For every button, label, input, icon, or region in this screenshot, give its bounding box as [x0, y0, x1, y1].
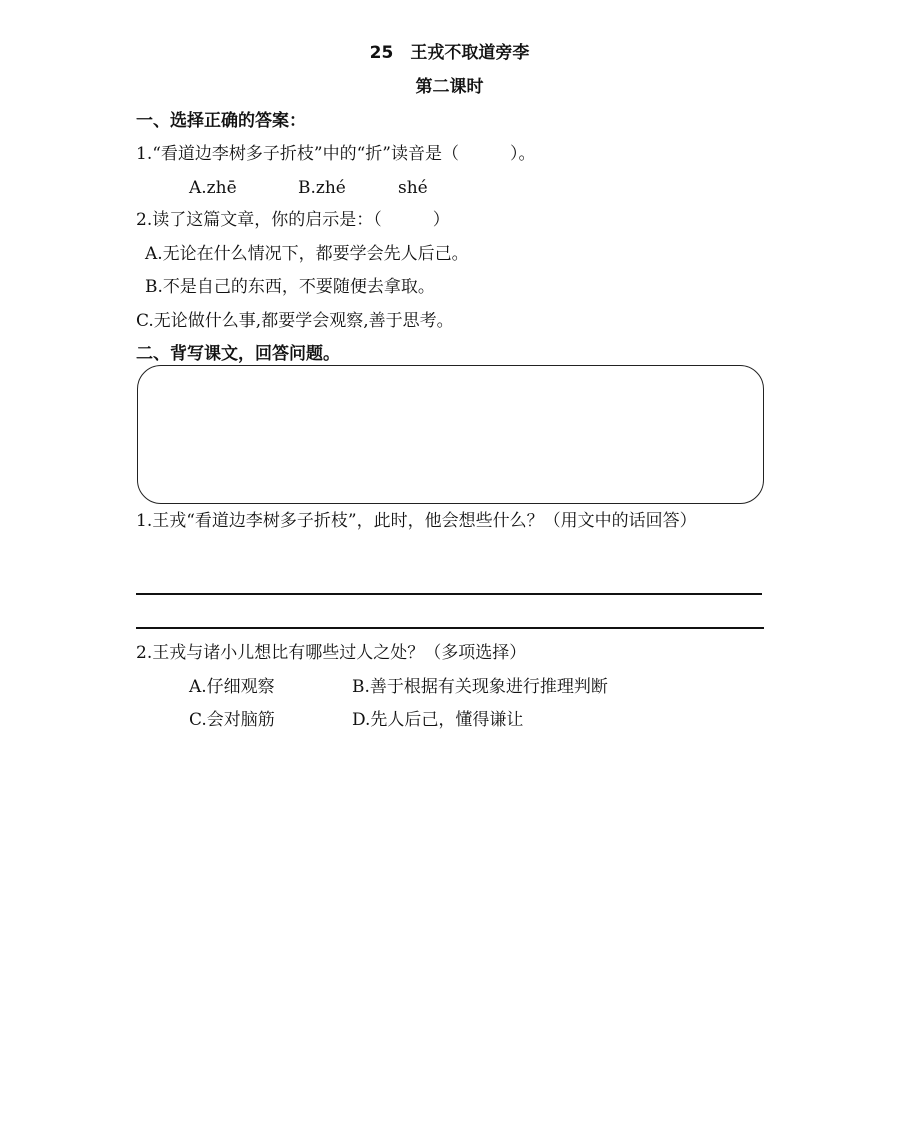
option-a-merit: A.仔细观察	[189, 677, 275, 697]
option-a-pinyin: A.zhē	[189, 178, 237, 198]
option-b-lesson: B.不是自己的东西，不要随便去拿取。	[145, 277, 435, 297]
option-c-merit: C.会对脑筋	[189, 710, 275, 730]
option-d-merit: D.先人后己，懂得谦让	[352, 710, 524, 730]
answer-line-1[interactable]	[136, 593, 762, 595]
section-one-heading: 一、选择正确的答案：	[136, 111, 306, 131]
option-b-pinyin: B.zhé	[298, 178, 346, 198]
option-c-lesson: C.无论做什么事,都要学会观察,善于思考。	[136, 311, 454, 331]
question-1-2: 2.读了这篇文章，你的启示是：（ ）	[136, 210, 450, 230]
section-two-heading: 二、背写课文，回答问题。	[136, 344, 340, 364]
question-1-1: 1.“看道边李树多子折枝”中的“折”读音是（ ）。	[136, 144, 536, 164]
question-2-1: 1.王戎“看道边李树多子折枝”，此时，他会想些什么？（用文中的话回答）	[136, 511, 697, 531]
option-b-merit: B.善于根据有关现象进行推理判断	[352, 677, 608, 697]
answer-line-2[interactable]	[136, 627, 764, 629]
worksheet-title: 25 王戎不取道旁李	[369, 43, 530, 63]
option-c-pinyin: shé	[398, 178, 428, 198]
option-a-lesson: A.无论在什么情况下，都要学会先人后己。	[145, 244, 469, 264]
recitation-writing-box[interactable]	[137, 365, 764, 504]
worksheet-subtitle: 第二课时	[415, 77, 484, 97]
question-2-2: 2.王戎与诸小儿想比有哪些过人之处？（多项选择）	[136, 643, 527, 663]
